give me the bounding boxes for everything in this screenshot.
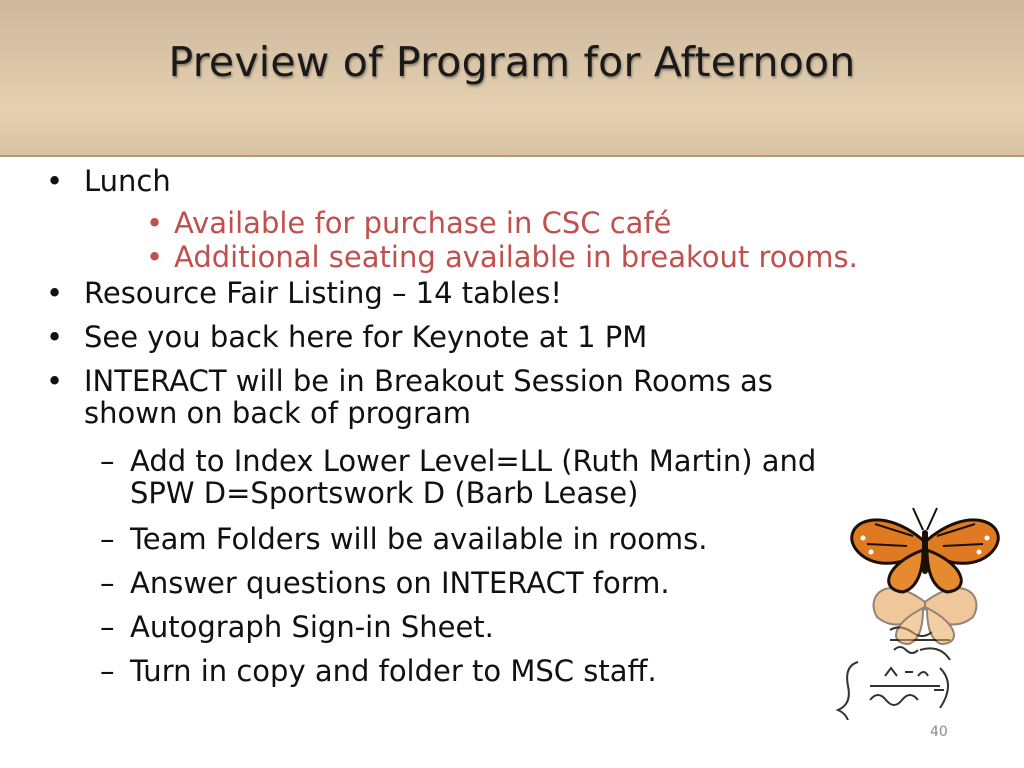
butterfly-monarch — [852, 508, 998, 592]
bullet-interact-line1: INTERACT will be in Breakout Session Rooms as — [84, 364, 773, 398]
sub-bullet-turn-in: Turn in copy and folder to MSC staff. — [130, 654, 657, 688]
dash-glyph: – — [100, 444, 115, 478]
bullet-dot: • — [46, 276, 64, 310]
bullet-interact-line2: shown on back of program — [84, 396, 471, 430]
sub-bullet-autograph: Autograph Sign-in Sheet. — [130, 610, 494, 644]
formula-image — [838, 627, 950, 720]
bullet-dot: • — [46, 164, 64, 198]
dash-glyph: – — [100, 566, 115, 600]
page-number: 40 — [930, 724, 948, 740]
dash-glyph: – — [100, 610, 115, 644]
sub-bullet-seating: Additional seating available in breakout rooms. — [174, 240, 858, 274]
dash-glyph: – — [100, 522, 115, 556]
dash-glyph: – — [100, 654, 115, 688]
bullet-dot: • — [146, 206, 164, 240]
sub-bullet-team-folders: Team Folders will be available in rooms. — [130, 522, 708, 556]
sub-bullet-cafe: Available for purchase in CSC café — [174, 206, 672, 240]
bullet-dot: • — [46, 364, 64, 398]
sub-bullet-index-line1: Add to Index Lower Level=LL (Ruth Martin) and — [130, 444, 817, 478]
sub-bullet-answer: Answer questions on INTERACT form. — [130, 566, 670, 600]
sub-bullet-index-line2: SPW D=Sportswork D (Barb Lease) — [130, 476, 639, 510]
bullet-keynote: See you back here for Keynote at 1 PM — [84, 320, 648, 354]
slide-title: Preview of Program for Afternoon — [168, 38, 856, 86]
bullet-dot: • — [46, 320, 64, 354]
bullet-lunch: Lunch — [84, 164, 171, 198]
bullet-dot: • — [146, 240, 164, 274]
butterfly-formula-art — [830, 490, 1020, 720]
bullet-resource-fair: Resource Fair Listing – 14 tables! — [84, 276, 562, 310]
